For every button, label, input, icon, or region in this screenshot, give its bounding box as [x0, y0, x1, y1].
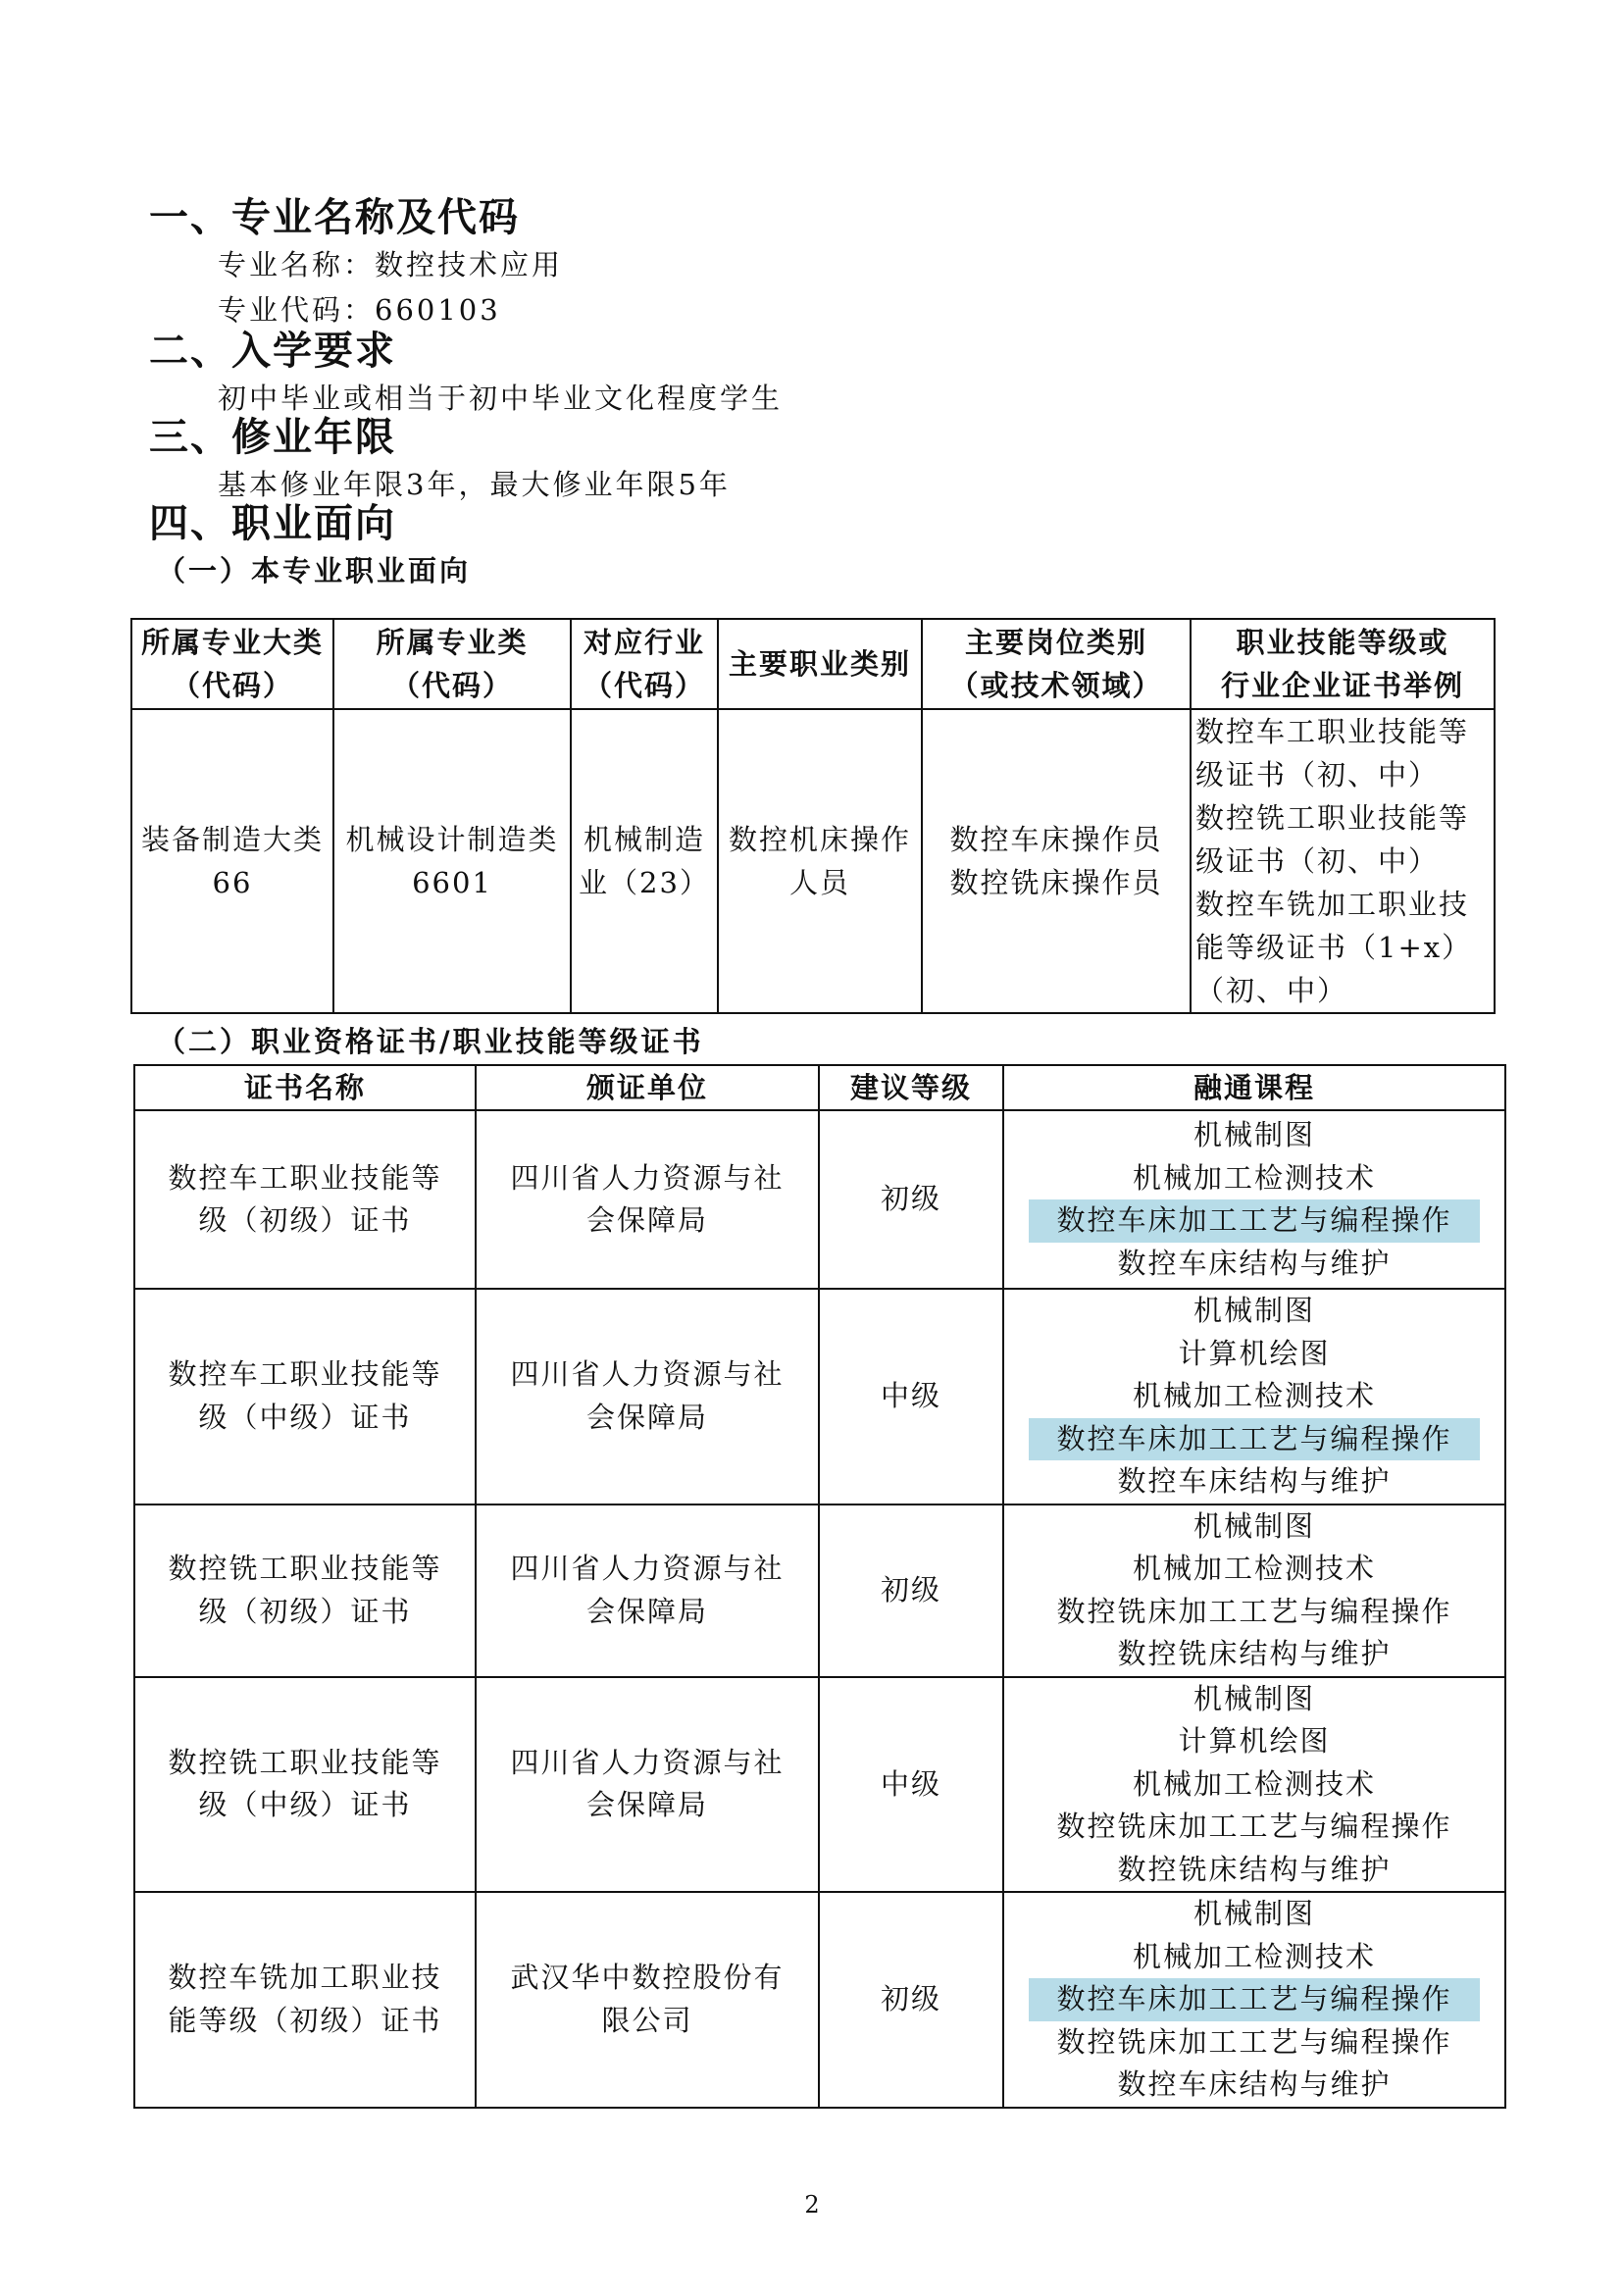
header-major-class: 所属专业类 （代码） — [333, 619, 571, 709]
cell-issuer: 武汉华中数控股份有 限公司 — [476, 1892, 819, 2108]
certificate-table — [133, 1064, 1506, 2109]
table-row — [134, 1677, 1505, 1893]
course-item: 数控铣床加工工艺与编程操作 — [1056, 1810, 1452, 1843]
header-cert-name: 证书名称 — [134, 1065, 476, 1110]
occupation-table-header — [131, 619, 1495, 709]
cell-cert-name: 数控车铣加工职业技 能等级（初级）证书 — [134, 1892, 476, 2108]
table-row — [131, 709, 1495, 1013]
cell-cert-name: 数控铣工职业技能等 级（初级）证书 — [134, 1504, 476, 1677]
course-item: 数控车床结构与维护 — [1117, 2067, 1392, 2101]
header-level: 建议等级 — [819, 1065, 1003, 1110]
course-item: 数控车床加工工艺与编程操作 — [1008, 1978, 1500, 2021]
course-item: 机械加工检测技术 — [1132, 1379, 1376, 1412]
course-item: 机械制图 — [1193, 1897, 1315, 1930]
cell-issuer: 四川省人力资源与社 会保障局 — [476, 1289, 819, 1504]
cell-occupation: 数控机床操作 人员 — [718, 709, 922, 1013]
header-issuer: 颁证单位 — [476, 1065, 819, 1110]
course-item: 数控车床结构与维护 — [1117, 1464, 1392, 1498]
subsection-occupation: （一）本专业职业面向 — [157, 554, 472, 587]
cell-level: 中级 — [819, 1677, 1003, 1893]
course-item: 机械加工检测技术 — [1132, 1552, 1376, 1585]
cell-level: 初级 — [819, 1504, 1003, 1677]
certificate-table-header — [134, 1065, 1505, 1110]
course-item: 数控车床加工工艺与编程操作 — [1008, 1199, 1500, 1243]
course-item: 数控铣床加工工艺与编程操作 — [1056, 2024, 1452, 2059]
header-courses: 融通课程 — [1003, 1065, 1505, 1110]
header-major-category: 所属专业大类 （代码） — [131, 619, 333, 709]
section4-title: 四、职业面向 — [149, 501, 396, 546]
cell-courses — [1003, 1289, 1505, 1504]
table-row — [134, 1289, 1505, 1504]
cell-courses — [1003, 1110, 1505, 1289]
table-row — [134, 1892, 1505, 2108]
cell-courses — [1003, 1677, 1505, 1893]
cell-cert-name: 数控车工职业技能等 级（初级）证书 — [134, 1110, 476, 1289]
cell-courses — [1003, 1504, 1505, 1677]
cell-courses — [1003, 1892, 1505, 2108]
cell-level: 初级 — [819, 1892, 1003, 2108]
course-item: 数控铣床结构与维护 — [1117, 1852, 1392, 1886]
header-certificates: 职业技能等级或 行业企业证书举例 — [1191, 619, 1495, 709]
cell-cert-name: 数控车工职业技能等 级（中级）证书 — [134, 1289, 476, 1504]
cell-cert-name: 数控铣工职业技能等 级（中级）证书 — [134, 1677, 476, 1893]
subsection-certificates: （二）职业资格证书/职业技能等级证书 — [157, 1025, 704, 1058]
course-item: 机械加工检测技术 — [1132, 1766, 1376, 1801]
cell-positions: 数控车床操作员 数控铣床操作员 — [922, 709, 1191, 1013]
cell-industry: 机械制造 业（23） — [571, 709, 718, 1013]
course-item: 机械制图 — [1193, 1294, 1315, 1327]
table-row — [134, 1110, 1505, 1289]
page-number: 2 — [804, 2191, 820, 2218]
major-code: 专业代码：660103 — [218, 293, 501, 327]
cell-issuer: 四川省人力资源与社 会保障局 — [476, 1110, 819, 1289]
occupation-table — [130, 618, 1496, 1014]
duration-text: 基本修业年限3年，最大修业年限5年 — [218, 468, 731, 501]
course-item: 计算机绘图 — [1178, 1336, 1331, 1370]
section3-title: 三、修业年限 — [149, 415, 396, 460]
certificate-table-body — [134, 1110, 1505, 2108]
cell-level: 初级 — [819, 1110, 1003, 1289]
section2-title: 二、入学要求 — [149, 329, 396, 374]
header-industry: 对应行业 （代码） — [571, 619, 718, 709]
course-item: 机械制图 — [1193, 1681, 1315, 1715]
cell-certificates: 数控车工职业技能等 级证书（初、中） 数控铣工职业技能等 级证书（初、中） 数控车铣加工职业技 能等级证书（1+x） （初、中） — [1191, 709, 1495, 1013]
course-item: 数控车床结构与维护 — [1117, 1246, 1392, 1280]
cell-issuer: 四川省人力资源与社 会保障局 — [476, 1677, 819, 1893]
course-item: 机械加工检测技术 — [1132, 1160, 1376, 1195]
cell-major-category: 装备制造大类 66 — [131, 709, 333, 1013]
cell-major-class: 机械设计制造类 6601 — [333, 709, 571, 1013]
section1-title: 一、专业名称及代码 — [149, 195, 520, 240]
course-item: 数控车床加工工艺与编程操作 — [1008, 1418, 1500, 1461]
course-item: 数控铣床结构与维护 — [1117, 1637, 1392, 1670]
major-name: 专业名称：数控技术应用 — [218, 248, 564, 281]
header-positions: 主要岗位类别 （或技术领域） — [922, 619, 1191, 709]
header-occupation: 主要职业类别 — [718, 619, 922, 709]
table-row — [134, 1504, 1505, 1677]
course-item: 数控铣床加工工艺与编程操作 — [1056, 1594, 1452, 1628]
course-item: 机械制图 — [1193, 1118, 1315, 1151]
admission-text: 初中毕业或相当于初中毕业文化程度学生 — [218, 382, 784, 415]
cell-level: 中级 — [819, 1289, 1003, 1504]
course-item: 计算机绘图 — [1178, 1724, 1331, 1758]
course-item: 机械加工检测技术 — [1132, 1939, 1376, 1973]
cell-issuer: 四川省人力资源与社 会保障局 — [476, 1504, 819, 1677]
course-item: 机械制图 — [1193, 1508, 1315, 1543]
